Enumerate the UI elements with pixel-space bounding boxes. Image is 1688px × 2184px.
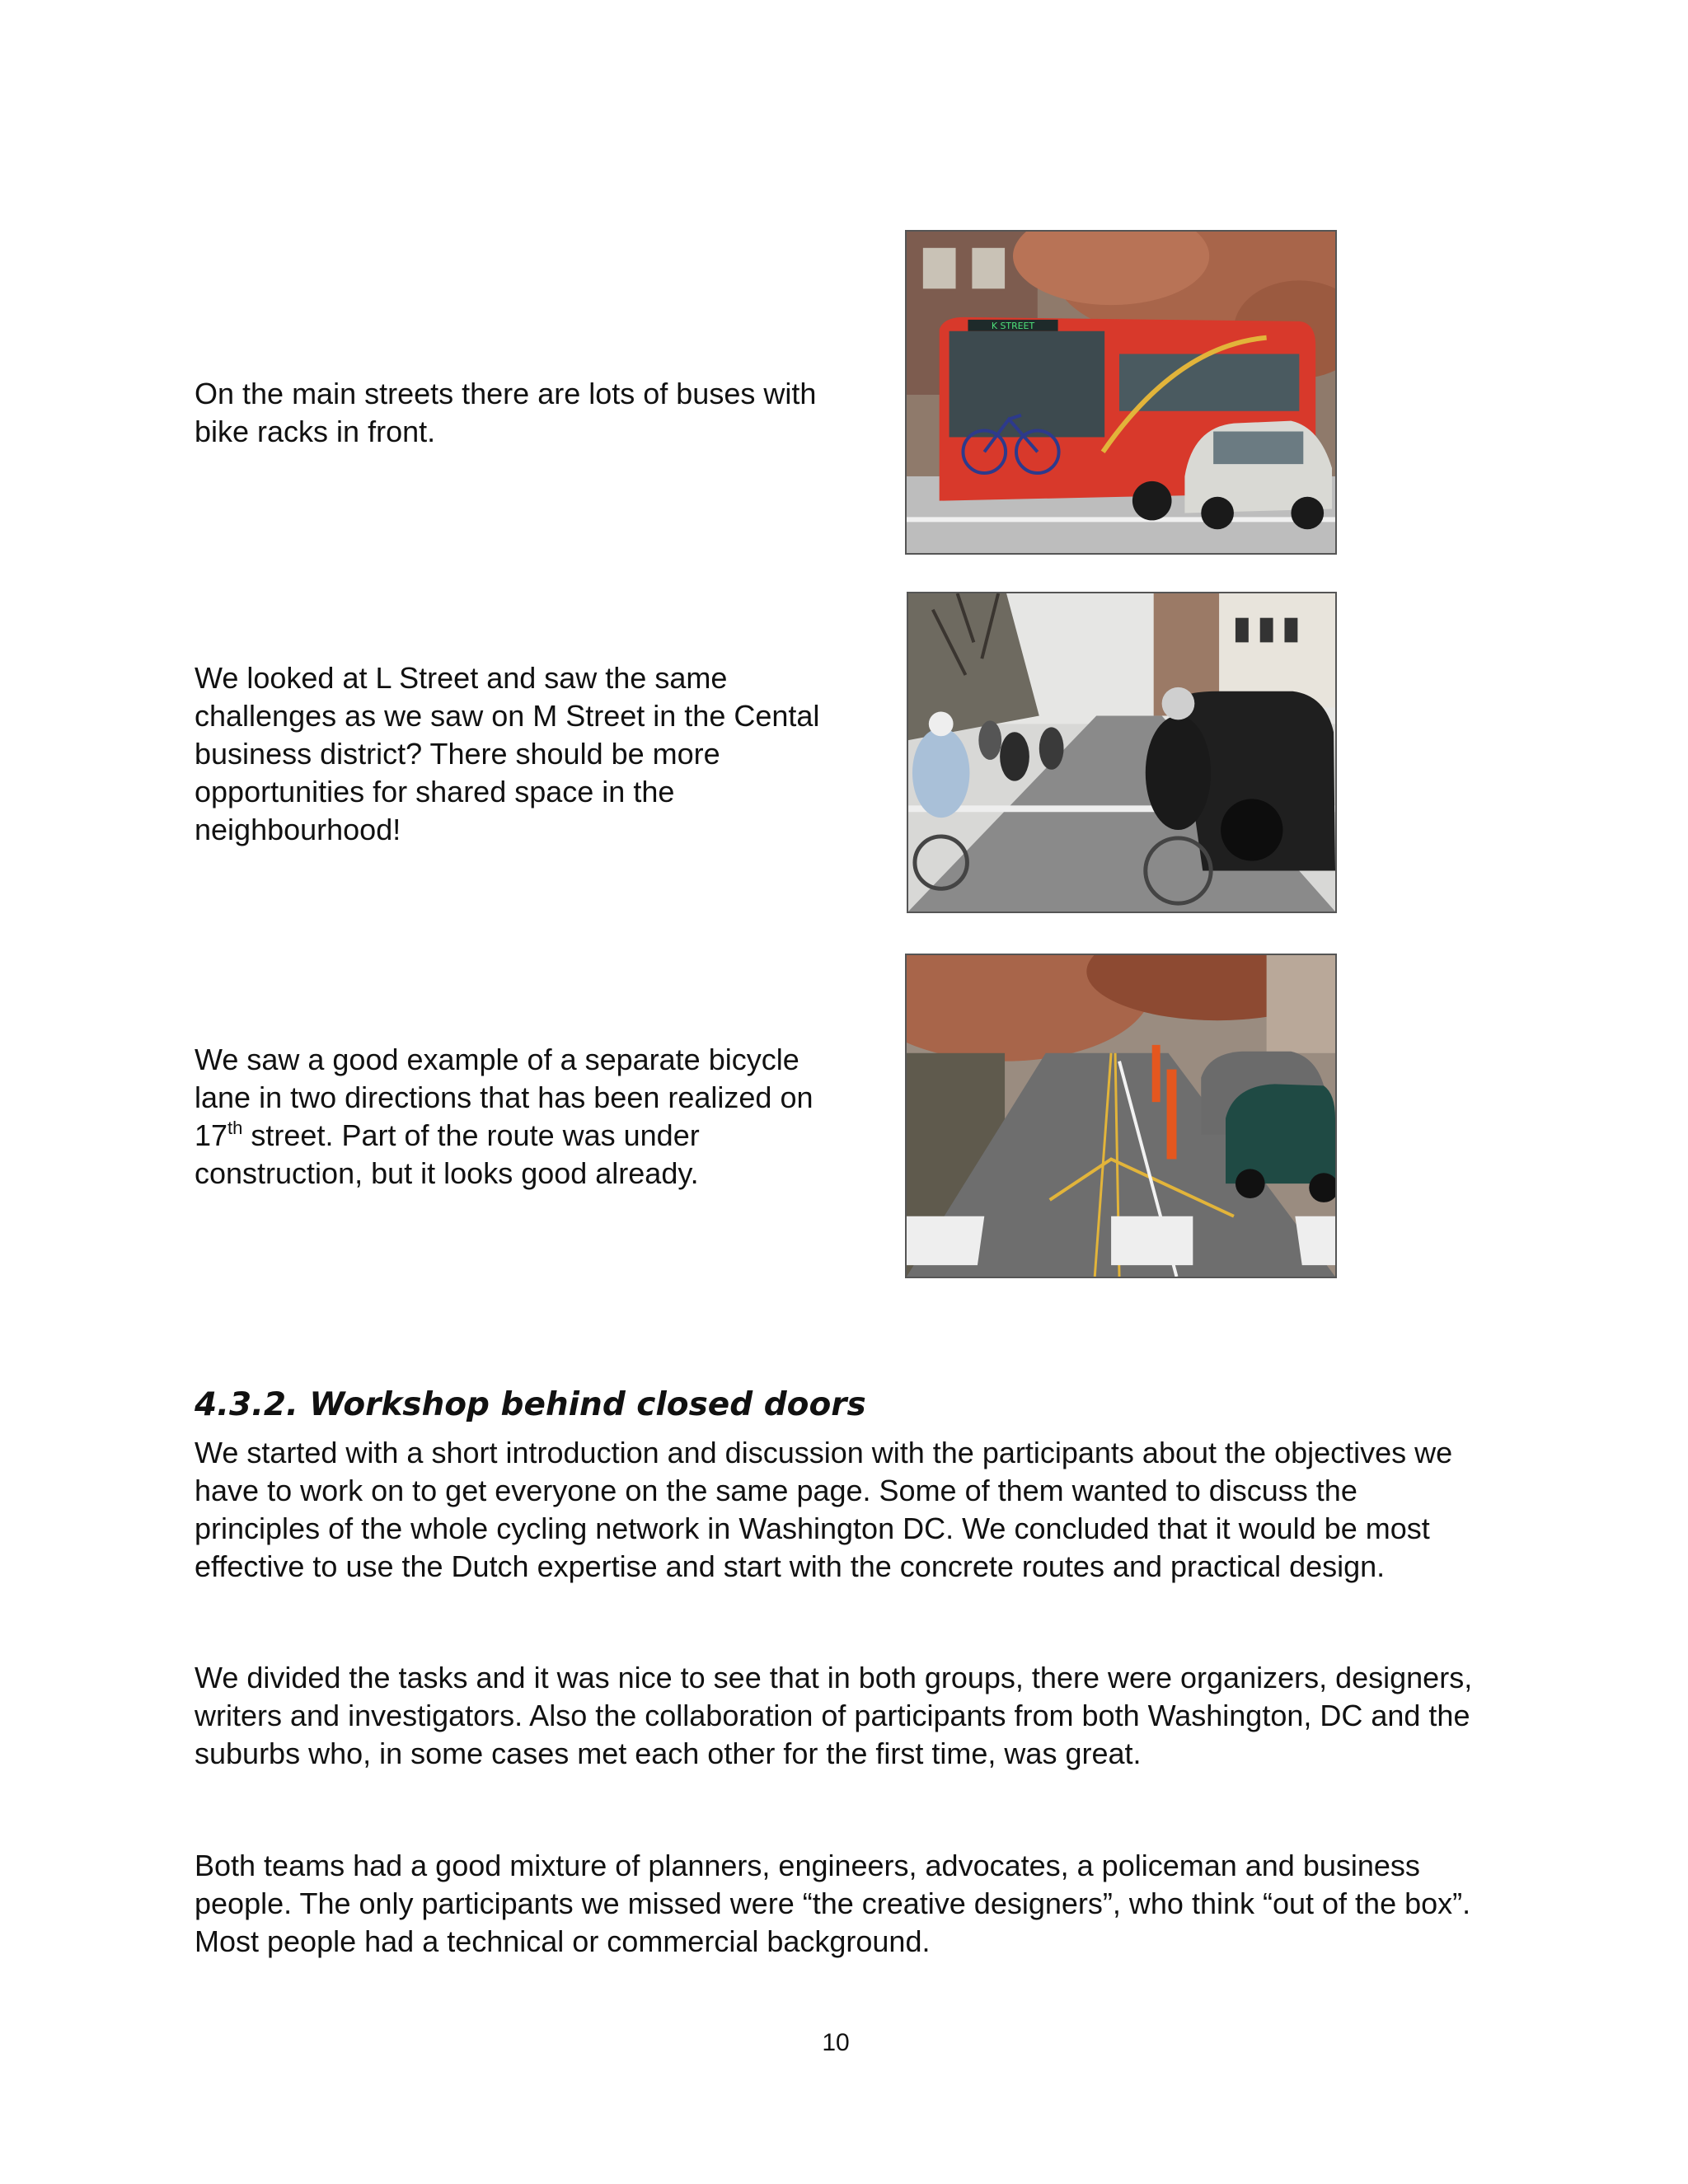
paragraph-teams: Both teams had a good mixture of planners, engineers, advocates, a policeman and business people. The only participants we missed were “the creative designers”, who think “out of the box”. Most people had a technical or commercial background. [195,1849,1471,1958]
caption-17th-street-text-before: We saw a good example of a separate bicycle lane in two directions that has been realized on 17 [195,1043,814,1152]
page-number: 10 [822,2029,850,2056]
bus-with-bike-rack-photo [905,230,1337,555]
caption-17th-street-text-after: street. Part of the route was under construction, but it looks good already. [195,1118,700,1190]
bus-destination-sign: K STREET [991,320,1035,331]
caption-buses: On the main streets there are lots of buses with bike racks in front. [195,377,817,448]
ordinal-suffix: th [227,1118,243,1138]
cyclists-on-street-photo [907,592,1337,913]
caption-17th-street [195,1041,821,1193]
caption-l-street: We looked at L Street and saw the same challenges as we saw on M Street in the Cental business district? There should be more opportunities for shared space in the neighbourhood! [195,661,820,846]
two-way-bike-lane-photo [905,954,1337,1278]
paragraph-tasks: We divided the tasks and it was nice to see that in both groups, there were organizers, designers, writers and investigators. Also the collaboration of participants from both Washington, DC and the suburbs who, in some cases met each other for the first time, was great. [195,1661,1473,1770]
section-heading: 4.3.2. Workshop behind closed doors [195,1386,866,1423]
paragraph-introduction: We started with a short introduction and discussion with the participants about the objectives we have to work on to get everyone on the same page. Some of them wanted to discuss the principles of the whole cycling network in Washington DC. We concluded that it would be most effective to use the Dutch expertise and start with the concrete routes and practical design. [195,1436,1453,1583]
